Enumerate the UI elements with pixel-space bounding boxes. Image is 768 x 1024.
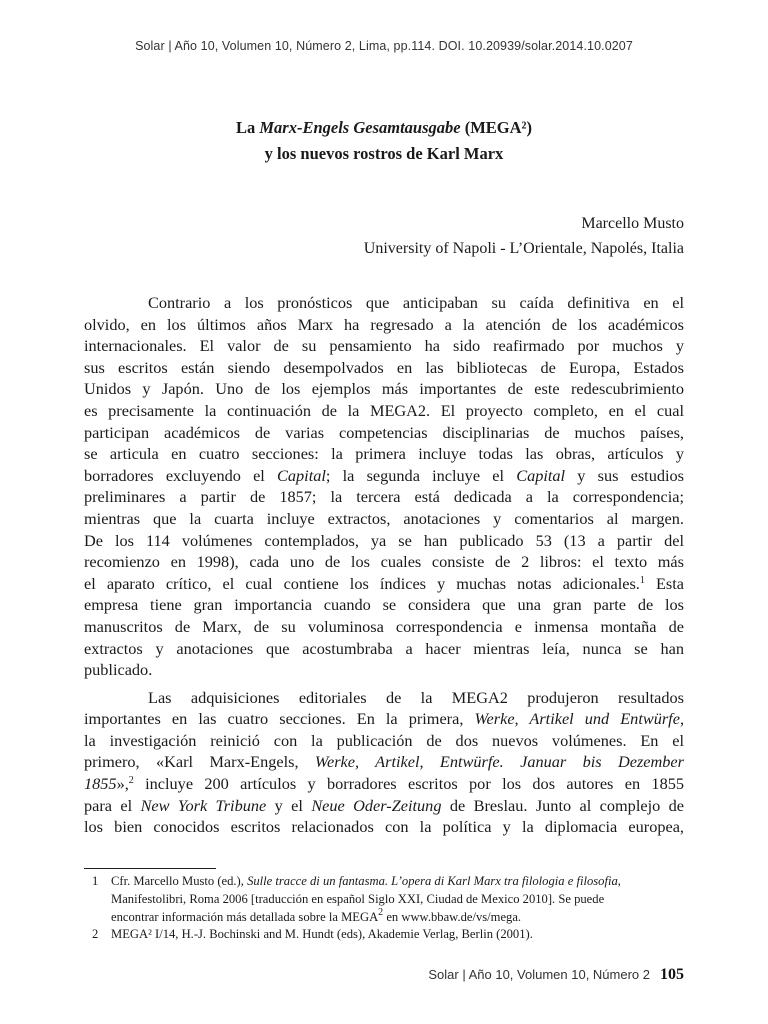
text-line	[84, 751, 684, 773]
footnote-number: 1	[92, 874, 99, 888]
text-run: y sus estudios	[565, 465, 684, 485]
footnote-line: Manifestolibri, Roma 2006 [traducción en español Siglo XXI, Ciudad de Mexico 2010]. Se puede	[111, 891, 605, 906]
title-text: (MEGA²)	[460, 118, 532, 137]
text-run: importantes en las cuatro secciones. En la primera,	[84, 709, 475, 729]
text-line	[84, 465, 684, 487]
italic-title: Capital	[277, 465, 326, 485]
text-line: empresa tiene gran importancia cuando se considera que una gran parte de los	[84, 595, 684, 615]
footnote-2	[84, 926, 684, 944]
running-header: Solar | Año 10, Volumen 10, Número 2, Lima, pp.114. DOI. 10.20939/solar.2014.10.0207	[135, 39, 633, 53]
footnote-text	[111, 873, 684, 926]
footnote-text	[111, 926, 684, 944]
text-run: ; la segunda incluye el	[325, 465, 517, 485]
text-run: de Breslau. Junto al complejo de	[441, 795, 684, 815]
text-line: internacionales. El valor de su pensamiento ha sido reafirmado por muchos y	[84, 336, 684, 356]
text-line: mientras que la cuarta incluye extractos, anotaciones y comentarios al margen.	[84, 508, 684, 528]
italic-title: Sulle tracce di un fantasma. L’opera di Karl Marx tra filologia e filosofia	[247, 874, 618, 888]
footnote-line: MEGA² I/14, H.-J. Bochinski and M. Hundt (eds), Akademie Verlag, Berlin (2001).	[111, 927, 533, 942]
article-body	[84, 292, 684, 838]
text-line: se articula en cuatro secciones: la primera incluye todas las obras, artículos y	[84, 444, 684, 464]
title-text: La	[235, 118, 260, 137]
footnote-number: 2	[92, 927, 99, 942]
page-number: 105	[660, 966, 684, 983]
paragraph-1	[84, 292, 684, 681]
text-line	[84, 573, 684, 595]
footnote-ref-2[interactable]: 2	[128, 775, 134, 787]
text-line: Contrario a los pronósticos que anticipaban su caída definitiva en el	[148, 293, 684, 312]
text-run: »,	[116, 774, 129, 794]
footnote-ref-1[interactable]: 1	[639, 574, 645, 586]
text-run: ,	[617, 874, 621, 888]
author-block	[364, 211, 684, 261]
footnote-1	[84, 873, 684, 926]
text-line: los bien conocidos escritos relacionados con la política y la diplomacia europea,	[84, 817, 684, 837]
paragraph-2	[84, 687, 684, 838]
article-title	[84, 115, 684, 167]
text-run: encontrar información más detallada sobre la MEGA	[111, 909, 379, 924]
italic-title: New York Tribune	[140, 795, 267, 815]
footer-journal: Solar | Año 10, Volumen 10, Número 2	[428, 967, 650, 982]
text-line	[84, 773, 684, 795]
text-line: manuscritos de Marx, de su voluminosa correspondencia e inmensa montaña de	[84, 616, 684, 636]
footnote-line	[111, 906, 684, 927]
text-run: en www.bbaw.de/vs/mega.	[383, 909, 522, 924]
footnote-divider	[84, 868, 216, 869]
text-line: olvido, en los últimos años Marx ha regresado a la atención de los académicos	[84, 314, 684, 334]
text-run: para el	[84, 795, 141, 815]
text-run: y el	[266, 795, 312, 815]
superscript: 2	[378, 906, 384, 918]
footnote-line	[111, 873, 684, 891]
text-line: publicado.	[84, 660, 153, 680]
italic-title: Werke, Artikel und Entwürfe	[474, 709, 680, 729]
text-line: Unidos y Japón. Uno de los ejemplos más importantes de este redescubrimiento	[84, 379, 684, 399]
italic-title: Capital	[516, 465, 566, 485]
italic-title: Neue Oder-Zeitung	[311, 795, 442, 815]
italic-title: Werke, Artikel, Entwürfe. Januar bis Dezember	[314, 752, 684, 772]
text-run: borradores excluyendo el	[84, 465, 278, 485]
text-run: incluye 200 artículos y borradores escritos por los dos autores en 1855	[133, 774, 684, 794]
title-line-2: y los nuevos rostros de Karl Marx	[264, 144, 504, 163]
text-line: preliminares a partir de 1857; la tercera está dedicada a la correspondencia;	[84, 487, 684, 507]
text-line	[84, 795, 684, 817]
text-run: ,	[679, 709, 685, 729]
text-line: Las adquisiciones editoriales de la MEGA2 produjeron resultados	[148, 687, 684, 707]
text-line: sus escritos están siendo desempolvados en las bibliotecas de Europa, Estados	[84, 357, 684, 377]
title-italic: Marx-Engels Gesamtausgabe	[259, 118, 461, 137]
footnotes	[84, 873, 684, 944]
author-affiliation: University of Napoli - L’Orientale, Napolés, Italia	[363, 240, 684, 257]
text-line: extractos y anotaciones que acostumbraba a hacer mientras leía, nunca se han	[84, 638, 684, 658]
text-line: la investigación reinició con la publicación de dos nuevos volúmenes. En el	[84, 730, 684, 750]
page-footer	[428, 966, 684, 984]
text-line: recomienzo en 1998), cada uno de los cuales consiste de 2 libros: el texto más	[84, 552, 684, 572]
author-name: Marcello Musto	[581, 215, 684, 232]
text-line: es precisamente la continuación de la MEGA2. El proyecto completo, en el cual	[84, 400, 684, 420]
text-line: participan académicos de varias competencias disciplinarias de muchos países,	[84, 422, 684, 442]
italic-title: 1855	[84, 774, 117, 794]
text-run: Cfr. Marcello Musto (ed.),	[111, 874, 248, 888]
text-line: De los 114 volúmenes contemplados, ya se han publicado 53 (13 a partir del	[84, 530, 684, 550]
text-run: Esta	[644, 573, 685, 593]
text-line	[84, 708, 684, 730]
title-line-1	[84, 115, 684, 141]
text-run: primero, «Karl Marx-Engels,	[84, 752, 315, 772]
text-run: el aparato crítico, el cual contiene los índices y muchas notas adicionales.	[84, 573, 640, 593]
